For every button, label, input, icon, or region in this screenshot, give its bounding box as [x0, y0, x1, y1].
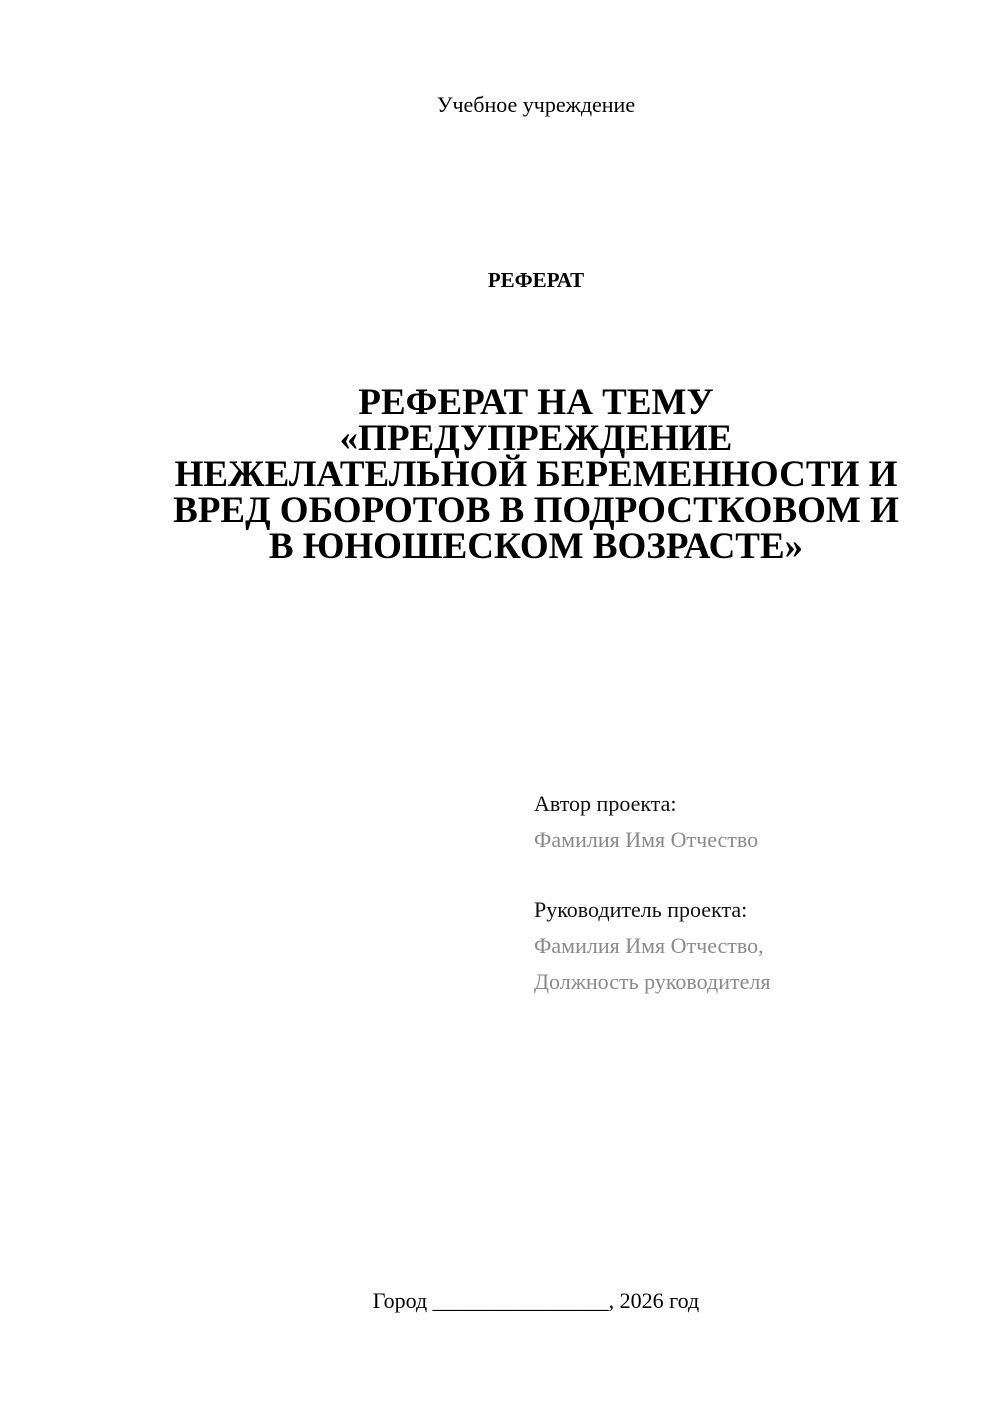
supervisor-label: Руководитель проекта: — [534, 897, 748, 922]
institution-name: Учебное учреждение — [436, 92, 636, 117]
document-type: РЕФЕРАТ — [487, 268, 585, 292]
title-line: «ПРЕДУПРЕЖДЕНИЕ — [339, 418, 733, 459]
author-label: Автор проекта: — [534, 791, 677, 816]
city-year-line: Город ________________, 2026 год — [372, 1288, 700, 1313]
supervisor-name: Фамилия Имя Отчество, — [534, 933, 764, 958]
author-block — [534, 786, 758, 858]
title-line: РЕФЕРАТ НА ТЕМУ — [358, 382, 714, 423]
document-title — [0, 382, 1000, 567]
author-name: Фамилия Имя Отчество — [534, 827, 759, 852]
supervisor-block — [534, 892, 770, 1000]
title-line: ВРЕД ОБОРОТОВ В ПОДРОСТКОВОМ И — [173, 490, 899, 531]
title-line: В ЮНОШЕСКОМ ВОЗРАСТЕ» — [268, 526, 804, 567]
supervisor-position: Должность руководителя — [534, 969, 771, 994]
title-line: НЕЖЕЛАТЕЛЬНОЙ БЕРЕМЕННОСТИ И — [174, 454, 898, 495]
